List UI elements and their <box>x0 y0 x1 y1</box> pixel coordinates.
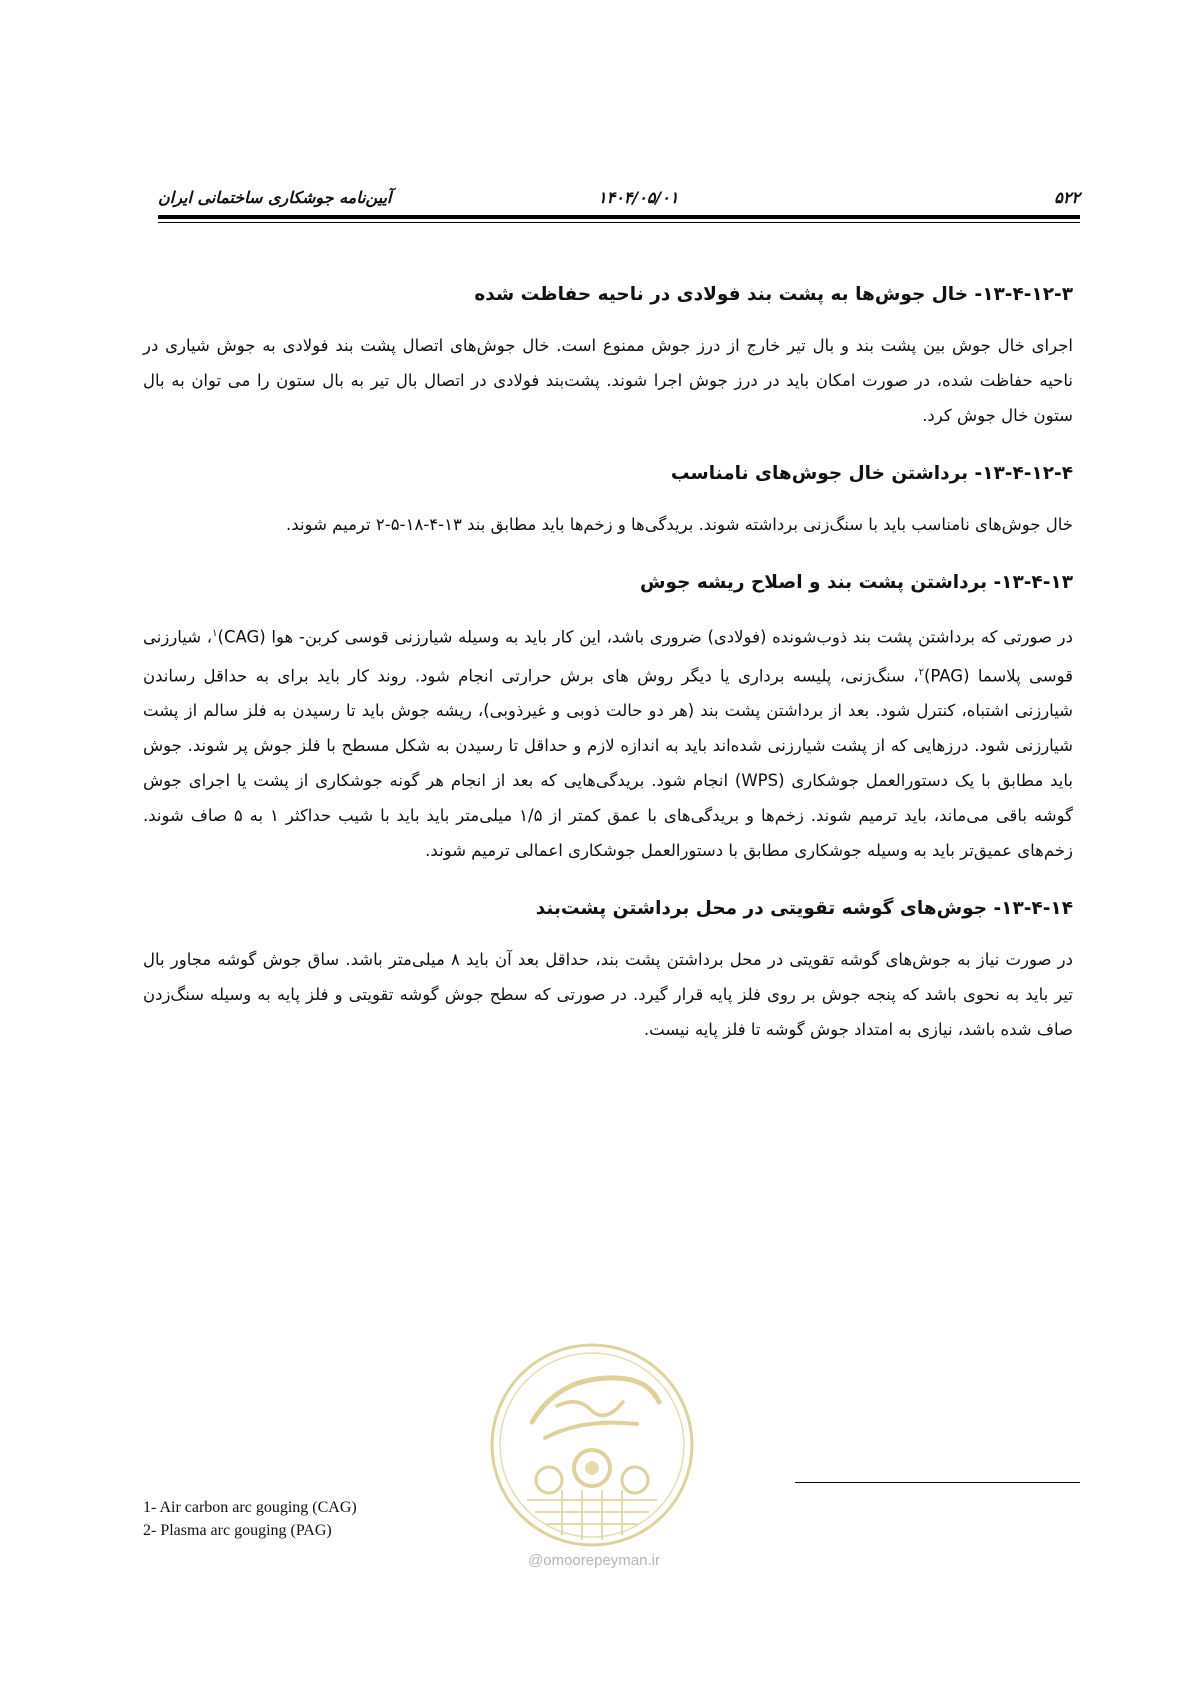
section-heading: ۱۳-۴-۱۳- برداشتن پشت بند و اصلاح ریشه جوش <box>639 572 1073 593</box>
page-header <box>158 188 1080 210</box>
paragraph-text: در صورتی که برداشتن پشت بند ذوب‌شونده (فولادی) ضروری باشد، این کار باید به وسیله شیارزنی قوسی کربن- هوا (CAG) <box>217 627 1073 647</box>
section-paragraph: اجرای خال جوش بین پشت بند و بال تیر خارج از درز جوش ممنوع است. خال جوش‌های اتصال پشت بند فولادی به جوش شیاری در ناحیه حفاظت شده، در صورت امکان باید در درز جوش اجرا شوند. پشت‌بند فولادی در اتصال بال تیر به بال ستون را می توان به بال ستون خال جوش کرد. <box>143 336 1073 425</box>
watermark-url-text: omoorepeyman.ir <box>543 1552 660 1569</box>
paragraph-text: ، سنگ‌زنی، پلیسه برداری یا دیگر روش های برش حرارتی انجام شود. روند کار باید برای به حداقل رساندن شیارزنی اشتباه، کنترل شود. بعد از برداشتن پشت بند (هر دو حالت ذوبی و غیرذوبی)، ریشه جوش باید تا رسیدن به فلز سالم از پشت شیارزنی شود. درزهایی که از پشت شیارزنی شده‌اند باید به اندازه لازم و حداقل تا رسیدن به شکل مسطح با فلز جوش پر شوند. جوش باید مطابق با یک دستورالعمل جوشکاری (WPS) انجام شود. بریدگی‌هایی که بعد از انجام هر گونه جوشکاری از پشت یا اجرای جوش گوشه باقی می‌ماند، باید ترمیم شوند. زخم‌ها و بریدگی‌های با عمق کمتر از ۱/۵ میلی‌متر باید باید با شیب حداکثر ۱ به ۵ صاف شوند. زخم‌های عمیق‌تر باید به وسیله جوشکاری مطابق با دستورالعمل جوشکاری اعمالی ترمیم شوند. <box>143 666 1073 860</box>
section-paragraph: در صورت نیاز به جوش‌های گوشه تقویتی در محل برداشتن پشت بند، حداقل بعد آن باید ۸ میلی‌متر باشد. ساق جوش گوشه مجاور بال تیر باید به نحوی باشد که پنجه جوش بر روی فلز پایه قرار گیرد. در صورتی که سطح جوش گوشه تقویتی و فلز پایه به وسیله سنگ‌زدن صاف شده باشد، نیازی به امتداد جوش گوشه تا فلز پایه نیست. <box>143 950 1073 1039</box>
footnote-ref: ۱ <box>212 628 218 639</box>
footnote-ref: ۲ <box>918 666 924 678</box>
section-heading: ۱۳-۴-۱۴- جوش‌های گوشه تقویتی در محل برداشتن پشت‌بند <box>535 898 1073 919</box>
footnote-item: 2- Plasma arc gouging (PAG) <box>143 1522 332 1539</box>
header-date: ۱۴۰۴/۰۵/۰۱ <box>598 188 679 207</box>
watermark-url <box>489 1552 699 1569</box>
section-heading: ۱۳-۴-۱۲-۴- برداشتن خال جوش‌های نامناسب <box>670 463 1073 484</box>
section-paragraph: خال جوش‌های نامناسب باید با سنگ‌زنی برداشته شوند. بریدگی‌ها و زخم‌ها باید مطابق بند ۱۳-۴-۱۸-۵-۲ ترمیم شوند. <box>286 515 1073 534</box>
footnotes <box>143 1496 357 1542</box>
section-paragraph <box>143 616 1073 868</box>
section-heading: ۱۳-۴-۱۲-۳- خال جوش‌ها به پشت بند فولادی در ناحیه حفاظت شده <box>474 284 1073 305</box>
main-content <box>143 280 1073 1073</box>
paragraph-text: ، شیارزنی قوسی پلاسما (PAG) <box>143 627 1073 685</box>
header-rule-thick <box>158 215 1080 219</box>
header-title: آیین‌نامه جوشکاری ساختمانی ایران <box>158 188 392 207</box>
watermark-seal-icon <box>487 1340 697 1550</box>
page-number: ۵۲۲ <box>1054 188 1080 207</box>
footnote-separator <box>795 1482 1080 1483</box>
at-icon: @ <box>528 1552 544 1569</box>
footnote-item: 1- Air carbon arc gouging (CAG) <box>143 1499 357 1516</box>
header-rule-thin <box>158 222 1080 223</box>
